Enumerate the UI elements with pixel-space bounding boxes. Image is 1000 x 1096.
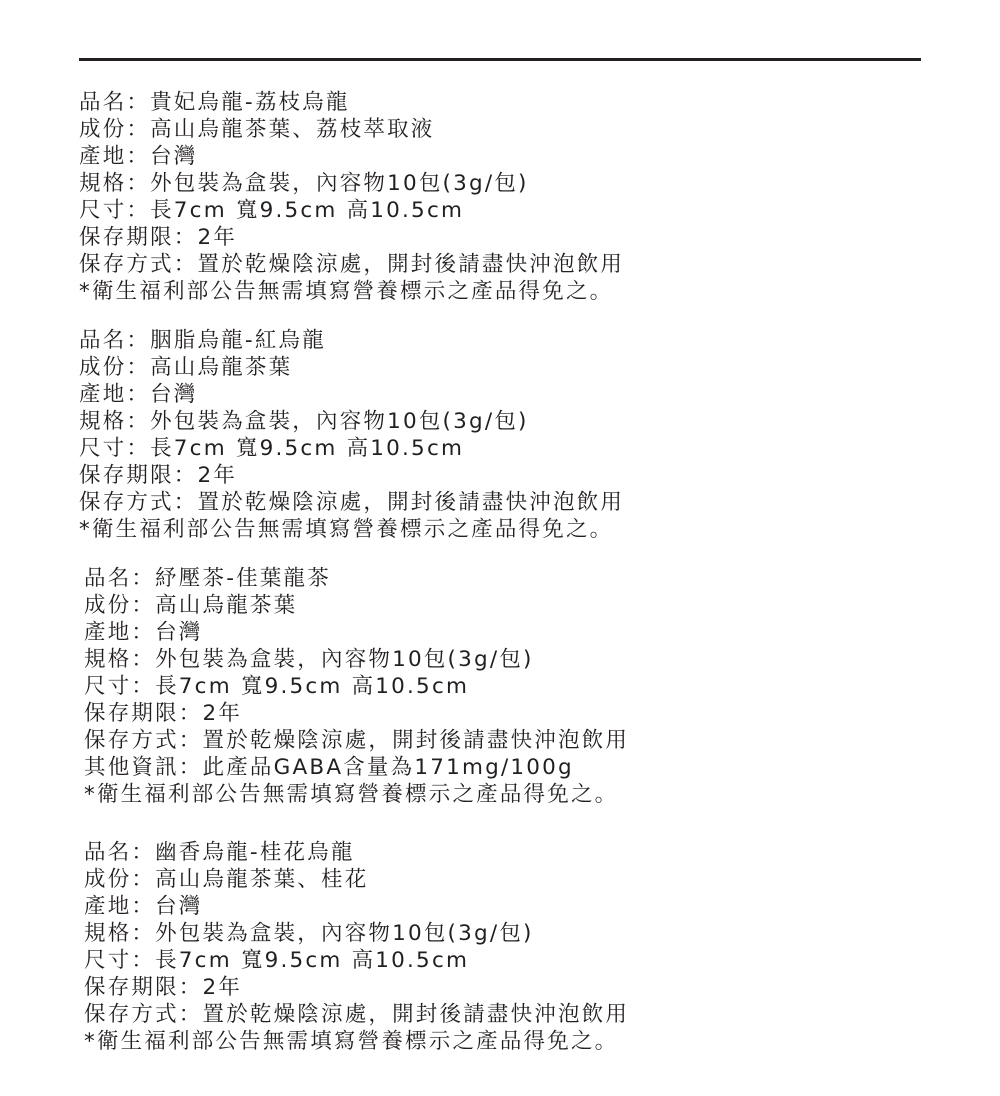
product-spec-block [79,327,624,543]
nutrition-note-line: *衛生福利部公告無需填寫營養標示之產品得免之。 [84,782,619,807]
storage-line: 保存方式：置於乾燥陰涼處，開封後請盡快沖泡飲用 [84,1002,630,1027]
shelf-life-line: 保存期限：2年 [79,225,238,250]
storage-line: 保存方式：置於乾燥陰涼處，開封後請盡快沖泡飲用 [79,490,625,515]
package-spec-line: 規格：外包裝為盒裝，內容物10包(3g/包) [79,409,529,434]
ingredients-line: 成份：高山烏龍茶葉 [84,593,298,618]
shelf-life-line: 保存期限：2年 [84,975,243,1000]
product-spec-block [79,89,624,305]
storage-line: 保存方式：置於乾燥陰涼處，開封後請盡快沖泡飲用 [79,252,625,277]
dimensions-line: 尺寸：長7cm 寬9.5cm 高10.5cm [79,198,465,223]
shelf-life-line: 保存期限：2年 [84,701,243,726]
origin-line: 產地：台灣 [84,620,203,645]
product-name-line: 品名：幽香烏龍-桂花烏龍 [84,840,355,865]
product-name-line: 品名：紓壓茶-佳葉龍茶 [84,566,331,591]
product-name-line: 品名：胭脂烏龍-紅烏龍 [79,328,326,353]
dimensions-line: 尺寸：長7cm 寬9.5cm 高10.5cm [79,436,465,461]
nutrition-note-line: *衛生福利部公告無需填寫營養標示之產品得免之。 [84,1029,619,1054]
origin-line: 產地：台灣 [84,894,203,919]
package-spec-line: 規格：外包裝為盒裝，內容物10包(3g/包) [84,921,534,946]
ingredients-line: 成份：高山烏龍茶葉、桂花 [84,867,369,892]
storage-line: 保存方式：置於乾燥陰涼處，開封後請盡快沖泡飲用 [84,728,630,753]
product-name-line: 品名：貴妃烏龍-荔枝烏龍 [79,90,350,115]
ingredients-line: 成份：高山烏龍茶葉、荔枝萃取液 [79,117,435,142]
product-spec-block [84,565,629,808]
origin-line: 產地：台灣 [79,144,198,169]
dimensions-line: 尺寸：長7cm 寬9.5cm 高10.5cm [84,948,470,973]
origin-line: 產地：台灣 [79,382,198,407]
nutrition-note-line: *衛生福利部公告無需填寫營養標示之產品得免之。 [79,279,614,304]
product-spec-block [84,839,629,1055]
package-spec-line: 規格：外包裝為盒裝，內容物10包(3g/包) [84,647,534,672]
extra-info-line: 其他資訊：此產品GABA含量為171mg/100g [84,755,574,780]
package-spec-line: 規格：外包裝為盒裝，內容物10包(3g/包) [79,171,529,196]
nutrition-note-line: *衛生福利部公告無需填寫營養標示之產品得免之。 [79,517,614,542]
ingredients-line: 成份：高山烏龍茶葉 [79,355,293,380]
shelf-life-line: 保存期限：2年 [79,463,238,488]
dimensions-line: 尺寸：長7cm 寬9.5cm 高10.5cm [84,674,470,699]
top-divider [79,58,921,61]
